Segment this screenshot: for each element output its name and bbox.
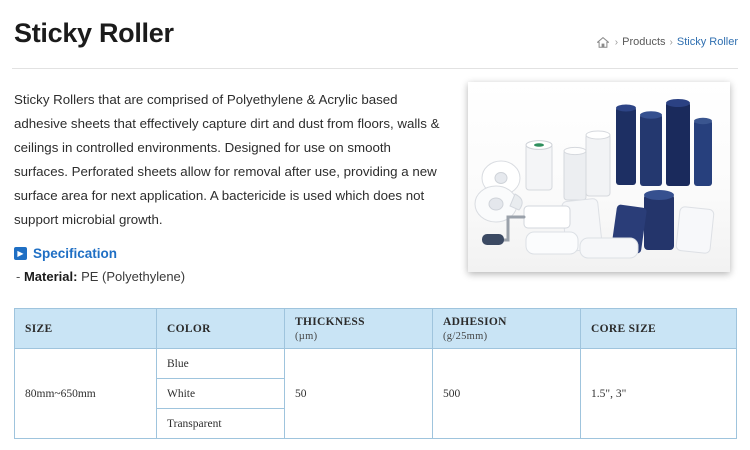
column-header-thickness-label: THICKNESS [295,316,365,328]
column-header-adhesion-unit: (g/25mm) [443,331,488,342]
material-label: Material: [23,269,78,284]
breadcrumb-item-current: Sticky Roller [676,36,738,48]
cell-color-blue: Blue [157,349,285,379]
column-header-size: SIZE [15,309,157,349]
cell-color-transparent: Transparent [157,409,285,439]
material-row [16,269,464,284]
breadcrumb [597,36,738,48]
cell-adhesion: 500 [433,349,581,439]
home-icon[interactable] [597,37,609,48]
page-header [0,0,750,62]
breadcrumb-item-products[interactable]: Products [622,36,666,48]
column-header-adhesion-label: ADHESION [443,316,507,328]
table-body [15,349,737,439]
material-dash: - [16,269,21,284]
specification-title: Specification [33,246,118,261]
breadcrumb-separator-2: › [669,36,673,48]
product-photo-illustration [468,82,730,272]
material-value: PE (Polyethylene) [81,269,186,284]
table-header-row [15,309,737,349]
description-column [14,88,464,284]
specification-table [14,308,737,439]
column-header-core-size: CORE SIZE [581,309,737,349]
product-photo [468,82,730,272]
column-header-thickness [285,309,433,349]
specification-table-wrapper [14,308,736,439]
cell-color-white: White [157,379,285,409]
cell-size: 80mm~650mm [15,349,157,439]
table-header [15,309,737,349]
product-description: Sticky Rollers that are comprised of Polyethylene & Acrylic based adhesive sheets that effectively capture dirt and dust from floors, walls & ceilings in controlled environments. Designed for use on smooth surfaces. Perforated sheets allow for removal after use, providing a new surface area for next application. A bactericide is used which does not support microbial growth. [14,92,440,227]
cell-thickness: 50 [285,349,433,439]
cell-core-size: 1.5", 3" [581,349,737,439]
specification-heading [14,246,464,261]
arrow-right-icon: ▶ [14,247,27,260]
table-row [15,349,737,379]
content-area [0,62,750,284]
page-title: Sticky Roller [14,18,174,48]
column-header-thickness-unit: (µm) [295,331,318,342]
column-header-color: COLOR [157,309,285,349]
column-header-adhesion [433,309,581,349]
breadcrumb-separator-1: › [614,36,619,48]
